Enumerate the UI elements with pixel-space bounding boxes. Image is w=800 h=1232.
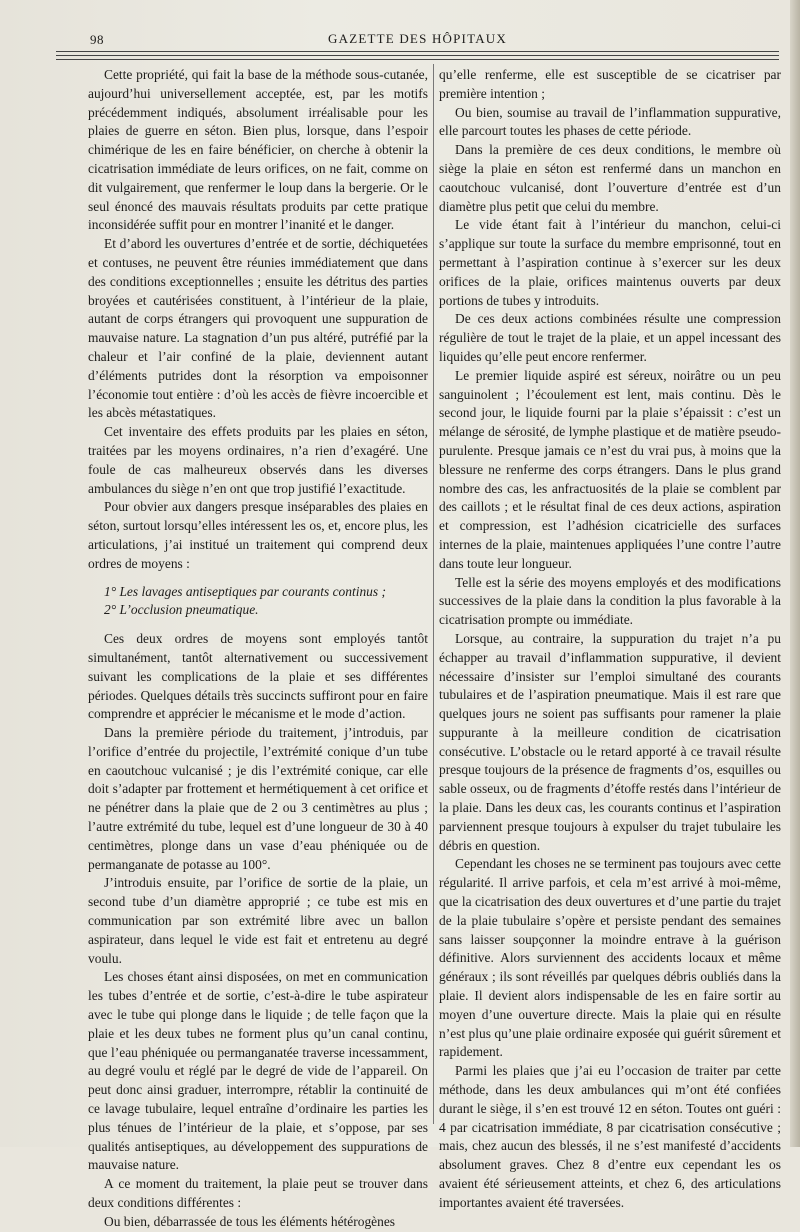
paragraph: J’introduis ensuite, par l’orifice de sortie de la plaie, un second tube d’un diamètre approprié ; ce tube est mis en communication par son extrémité libre avec un ballon aspirateur, dans lequel le vide est fait et entretenu au degré voulu. <box>88 875 428 966</box>
paragraph: Dans la première période du traitement, j’introduis, par l’orifice d’entrée du projectile, l’extrémité conique d’un tube en caoutchouc vulcanisé ; je dis l’extrémité conique, car elle doit s’adapter par frottement et hermétiquement à cet orifice et ne pénétrer dans la plaie que de 2 ou 3 centimètres au plus ; l’autre extrémité du tube, lequel est d’une longueur de 30 à 40 centimètres, plonge dans un vase d’eau phéniquée ou de permanganate de potasse au 100°. <box>88 725 428 872</box>
header-rule <box>56 55 779 56</box>
paragraph: De ces deux actions combinées résulte une compression régulière de tout le trajet de la plaie, et un appel incessant des liquides qu’elle peut encore renfermer. <box>439 311 781 364</box>
page-spine <box>790 0 800 1147</box>
paragraph: Parmi les plaies que j’ai eu l’occasion de traiter par cette méthode, dans les deux ambulances qui m’ont été confiées durant le siège, il s’en est trouvé 12 en séton. Toutes ont guéri : 4 par cicatrisation immédiate, 8 par cicatrisation consécutive ; mais, chez aucun des blessés, il ne s’est manifesté d’accidents absolument graves. Chez 8 d’entre eux cependant les os avaient été sérieusement atteints, et chez 6, des articulations importantes avaient été traversées. <box>439 1063 781 1210</box>
paragraph: Les choses étant ainsi disposées, on met en communication les tubes d’entrée et de sortie, c’est-à-dire le tube aspirateur avec le tube qui plonge dans le liquide ; de telle façon que la plaie et les deux tubes ne forment plus qu’un canal continu, que l’eau phéniquée ou permanganatée traverse incessamment, au degré voulu et réglé par le degré de vide de l’appareil. On peut donc ainsi graduer, interrompre, rétablir la continuité de ce lavage tubulaire, lequel entraîne d’ordinaire les parties les plus ténues de l’intérieur de la plaie, et s’oppose, par ses qualités antiseptiques, au développement des suppurations de mauvaise nature. <box>88 969 428 1173</box>
left-column <box>88 66 428 1232</box>
paragraph: Telle est la série des moyens employés et des modifications successives de la plaie dans la condition la plus favorable à la cicatrisation prompte ou immédiate. <box>439 574 781 628</box>
list-item: 2° L’occlusion pneumatique. <box>104 602 259 618</box>
paragraph: Cependant les choses ne se terminent pas toujours avec cette régularité. Il arrive parfois, et cela m’est arrivé à moi-même, que la cicatrisation des deux ouvertures et d’une partie du trajet de la plaie tubulaire s’opère et persiste pendant des semaines sans laisser soupçonner la moindre entrave à la guérison définitive. Alors surviennent des accidents locaux et même généraux ; ils sont réveillés par quelques débris oubliés dans la plaie. Il devient alors indispensable de les en faire sortir au moyen d’une ouverture directe. Mais la plaie qui en résulte n’est plus qu’une plaie ordinaire exposée qui guérit sûrement et rapidement. <box>439 856 781 1060</box>
paragraph: qu’elle renferme, elle est susceptible de se cicatriser par première intention ; <box>439 67 781 101</box>
paragraph: Le premier liquide aspiré est séreux, noirâtre ou un peu sanguinolent ; l’écoulement est lent, mais continu. Dès le second jour, le liquide fourni par la plaie s’épaissit : c’est un mélange de sérosité, de lymphe plastique et de matière pseudo-purulente. Presque jamais ce n’est du vrai pus, à moins que la blessure ne renferme des corps étrangers. Dans le plus grand nombre des cas, les anfractuosités de la plaie se comblent par des caillots ; et le résultat final de ces deux actions, aspiration et compression, est l’adhésion cicatricielle des surfaces internes de la plaie, maintenues appliquées l’une contre l’autre dans toute leur longueur. <box>439 367 781 571</box>
column-divider <box>433 64 434 1124</box>
right-column <box>439 66 781 1213</box>
journal-title: GAZETTE DES HÔPITAUX <box>328 31 507 46</box>
paragraph: Pour obvier aux dangers presque inséparables des plaies en séton, surtout lorsqu’elles intéressent les os, et, encore plus, les articulations, j’ai institué un traitement qui comprend deux ordres de moyens : <box>88 499 428 571</box>
paragraph: Ces deux ordres de moyens sont employés tantôt simultanément, tantôt alternativement ou successivement suivant les complications de la plaie et ses différentes périodes. Quelques détails très succincts suffiront pour en faire comprendre et apprécier le mécanisme et le mode d’action. <box>88 631 428 722</box>
paragraph: Et d’abord les ouvertures d’entrée et de sortie, déchiquetées et contuses, ne peuvent être réunies immédiatement que dans des conditions exceptionnelles ; ensuite les détritus des parties broyées et cautérisées constituent, à l’intérieur de la plaie, autant de corps étrangers qui provoquent une suppuration de mauvaise nature. La stagnation d’un pus altéré, putréfié par la chaleur et l’air confiné de la plaie, deviennent autant d’éléments putrides dont la résorption va empoisonner l’économie tout entière : d’où les accès de fièvre incoercible et les abcès métastatiques. <box>88 236 428 421</box>
paragraph: Ou bien, soumise au travail de l’inflammation suppurative, elle parcourt toutes les phases de cette période. <box>439 104 781 139</box>
paragraph: Cette propriété, qui fait la base de la méthode sous-cutanée, aujourd’hui universellement acceptée, est, par les motifs précédemment indiqués, absolument irréalisable pour les plaies de guerre en séton. Bien plus, lorsque, dans l’espoir chimérique de les en faire bénéficier, on cherche à obtenir la cicatrisation immédiate de leurs orifices, on ne fait, comme on dit vulgairement, que renfermer le loup dans la bergerie. Or le seul énoncé des mauvais résultats produits par cette pratique inconsidérée suffit pour en montrer l’inanité et le danger. <box>88 67 428 233</box>
paragraph: Le vide étant fait à l’intérieur du manchon, celui-ci s’applique sur toute la surface du membre emprisonné, tout en permettant à l’aspiration continue à s’exercer sur les deux orifices de la plaie, orifices maintenus ouverts par deux portions de tubes y introduits. <box>439 217 781 308</box>
paragraph: A ce moment du traitement, la plaie peut se trouver dans deux conditions différentes : <box>88 1176 428 1211</box>
paragraph: Cet inventaire des effets produits par les plaies en séton, traitées par les moyens ordinaires, n’a rien d’exagéré. Une foule de cas malheureux observés dans les diverses ambulances du siège n’en ont que trop justifié l’exactitude. <box>88 424 428 496</box>
paragraph: Ou bien, débarrassée de tous les éléments hétérogènes <box>104 1213 396 1229</box>
paragraph: Lorsque, au contraire, la suppuration du trajet n’a pu échapper au travail d’inflammation suppurative, il devient nécessaire d’insister sur l’emploi simultané des courants tubulaires et de l’aspiration pneumatique. Mais il est rare que quelques jours ne soient pas suffisants pour ramener la plaie suppurante à la meilleure condition de cicatrisation consécutive. L’obstacle ou le retard apporté à ce travail résulte presque toujours de la présence de fragments d’os, esquilles ou sable osseux, ou de fragments d’étoffe restés dans l’intérieur de la plaie. Dans les deux cas, les courants continus et l’aspiration parviennent presque toujours à expulser du trajet tubulaire les débris en question. <box>439 630 781 853</box>
header-rule <box>56 51 779 52</box>
list-item: 1° Les lavages antiseptiques par courants continus ; <box>104 583 386 599</box>
page-number: 98 <box>90 32 104 47</box>
header-rule <box>56 59 779 60</box>
paragraph: Dans la première de ces deux conditions, le membre où siège la plaie en séton est renfermé dans un manchon en caoutchouc vulcanisé, dont l’ouverture d’entrée est d’un diamètre plus petit que celui du membre. <box>439 142 781 214</box>
page-header <box>56 26 779 50</box>
